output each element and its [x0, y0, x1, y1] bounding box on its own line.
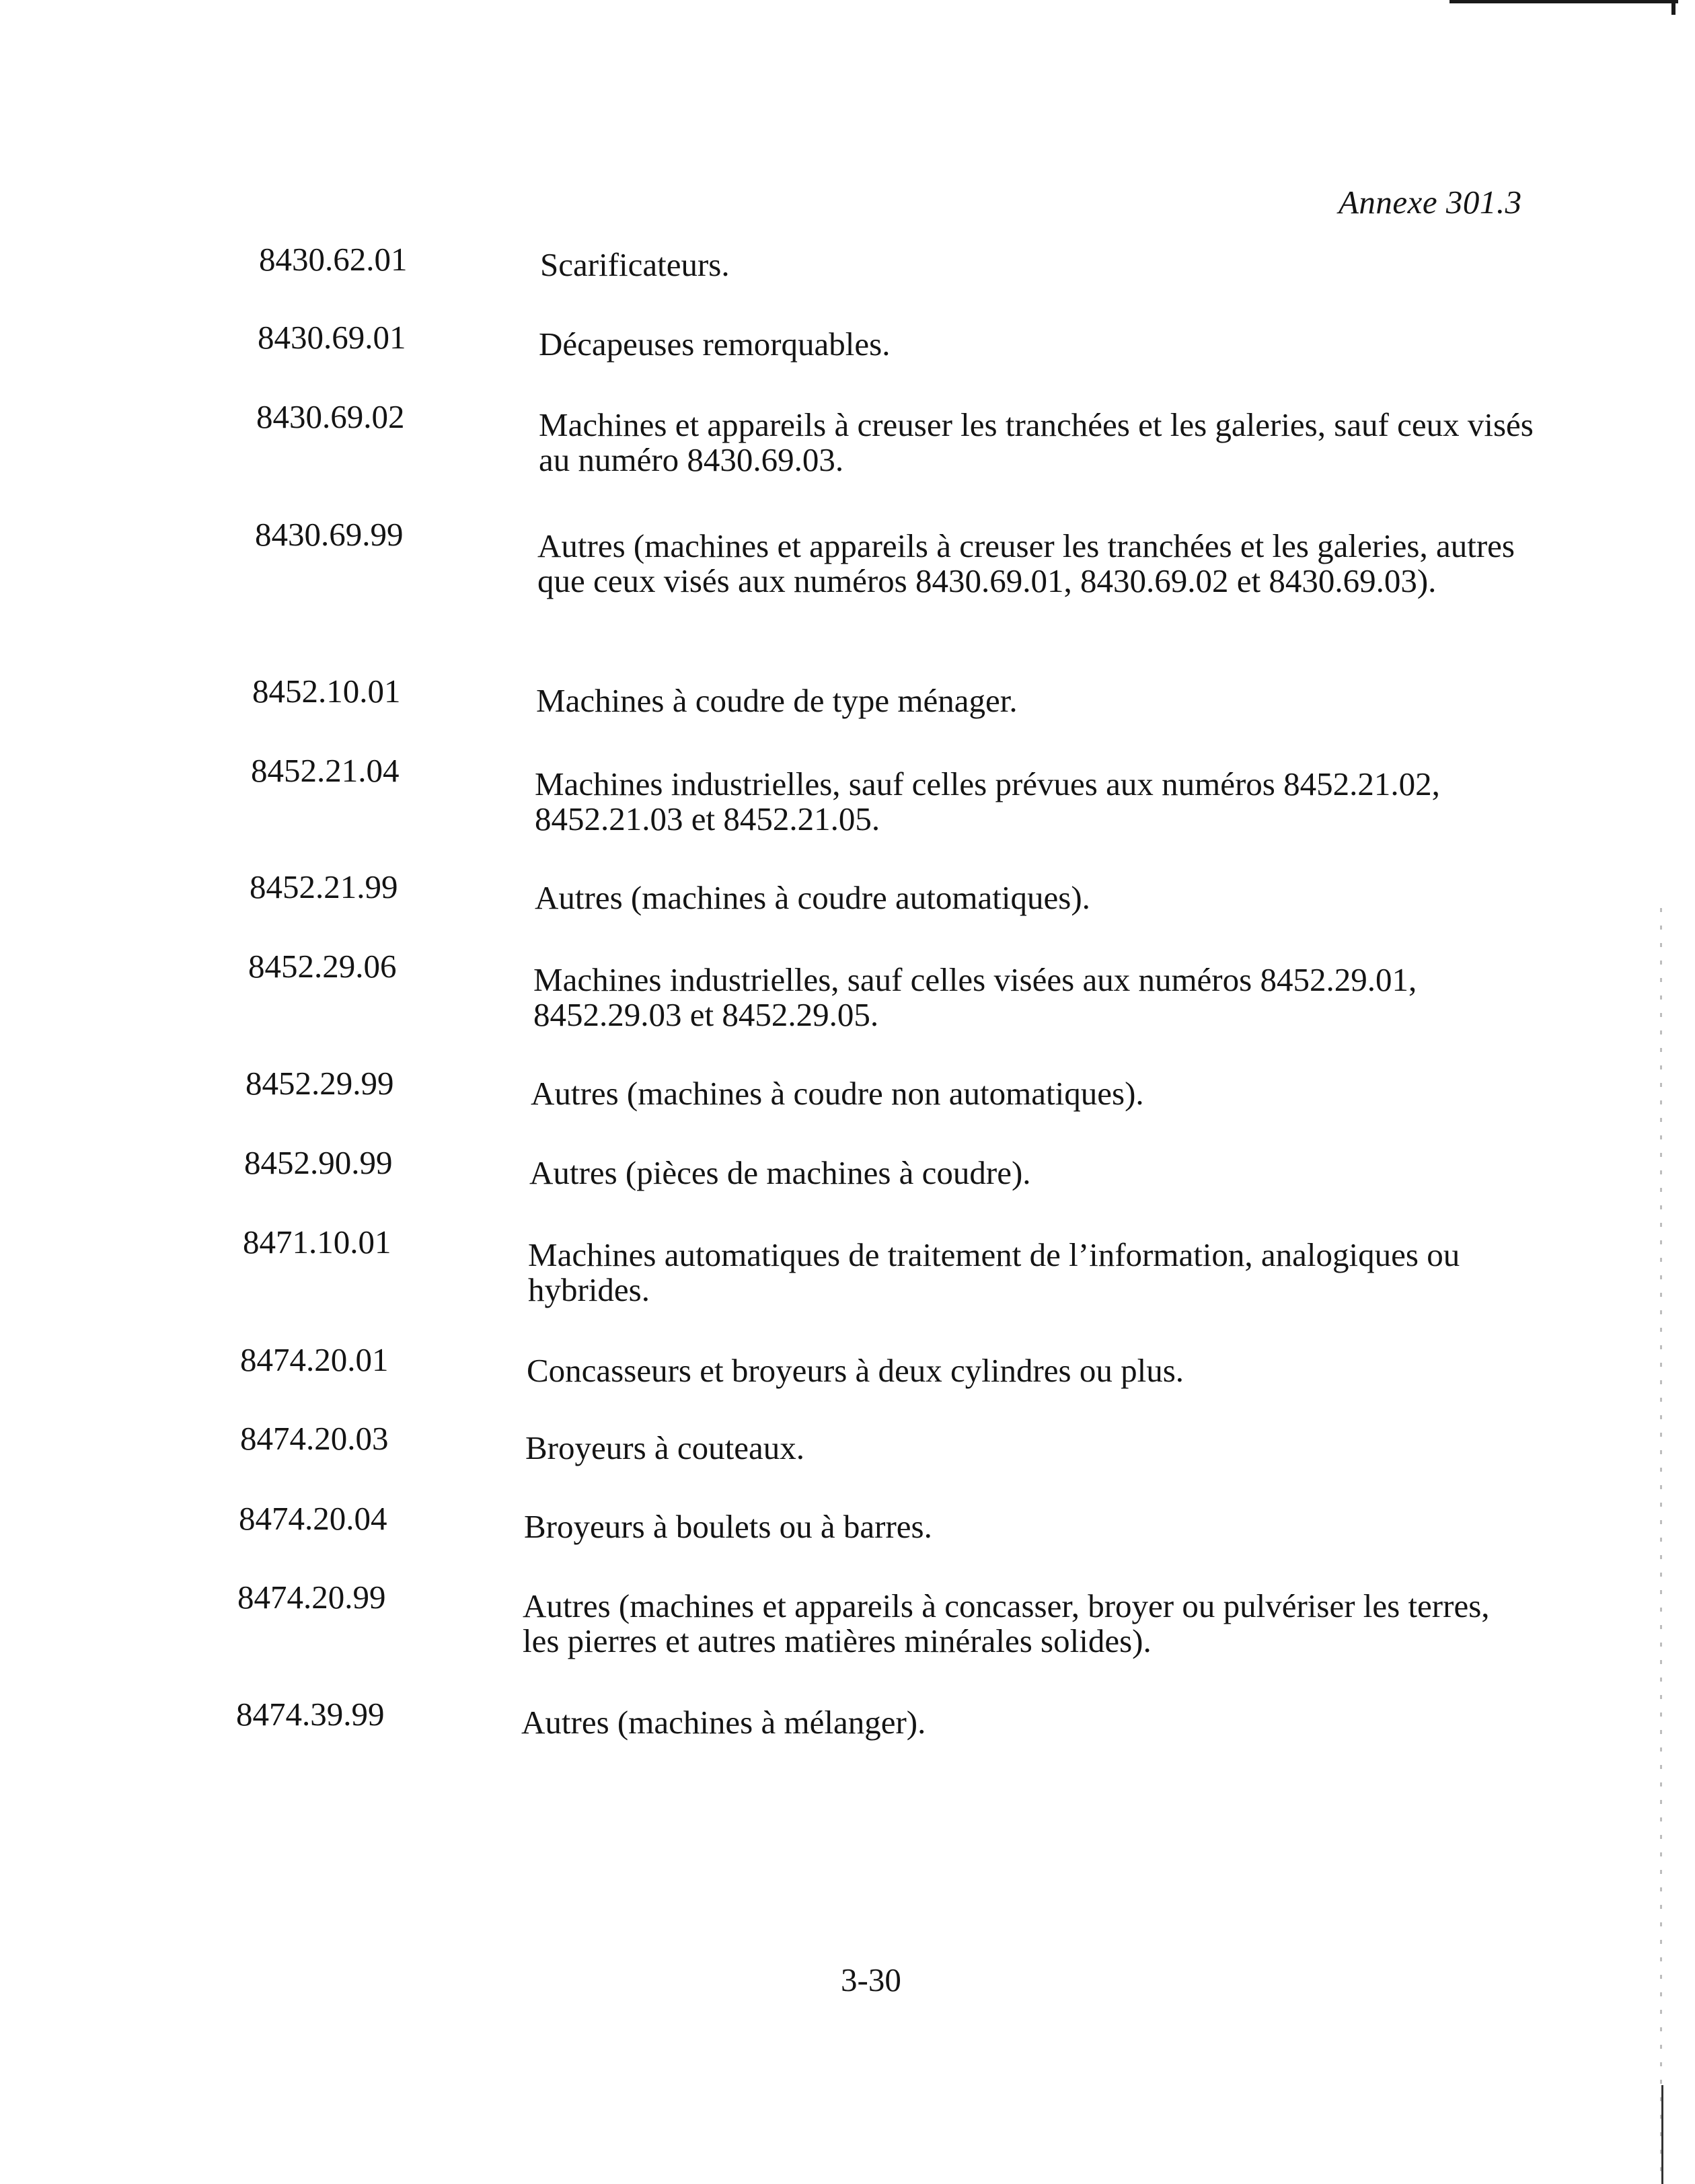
tariff-code: 8452.21.04: [251, 752, 400, 789]
tariff-description: Machines à coudre de type ménager.: [536, 682, 1018, 719]
tariff-description: Machines industrielles, sauf celles prévues aux numéros 8452.21.02, 8452.21.03 et 8452.21.05.: [535, 765, 1440, 837]
tariff-description: Autres (pièces de machines à coudre).: [529, 1154, 1031, 1191]
tariff-description: Broyeurs à boulets ou à barres.: [524, 1508, 932, 1545]
tariff-code: 8452.90.99: [244, 1144, 393, 1181]
tariff-code: 8430.62.01: [259, 241, 408, 278]
tariff-code: 8474.20.03: [240, 1420, 389, 1457]
tariff-description: Autres (machines et appareils à concasser, broyer ou pulvériser les terres, les pierres et autres matières minérales solides).: [523, 1587, 1490, 1659]
tariff-description: Autres (machines à coudre non automatiques).: [531, 1075, 1144, 1112]
tariff-code: 8474.39.99: [236, 1696, 385, 1733]
tariff-code: 8452.10.01: [252, 673, 401, 710]
tariff-description: Autres (machines et appareils à creuser les tranchées et les galeries, autres que ceux visés aux numéros 8430.69.01, 8430.69.02 et 8430.69.03).: [537, 527, 1515, 599]
annex-heading: Annexe 301.3: [1339, 184, 1522, 221]
tariff-description: Concasseurs et broyeurs à deux cylindres ou plus.: [527, 1352, 1184, 1389]
tariff-description: Machines et appareils à creuser les tranchées et les galeries, sauf ceux visés au numéro 8430.69.03.: [539, 406, 1534, 478]
tariff-code: 8452.29.06: [248, 948, 397, 985]
tariff-description: Autres (machines à mélanger).: [521, 1704, 926, 1741]
tariff-code: 8452.29.99: [246, 1065, 394, 1102]
top-edge-tick: [1671, 0, 1675, 15]
tariff-code: 8430.69.01: [258, 319, 406, 356]
page-number: 3-30: [841, 1961, 901, 1998]
tariff-code: 8474.20.99: [237, 1579, 386, 1616]
tariff-description: Broyeurs à couteaux.: [525, 1429, 804, 1466]
tariff-code: 8452.21.99: [250, 868, 398, 905]
tariff-description: Autres (machines à coudre automatiques).: [535, 879, 1090, 916]
scan-edge-line: [1661, 2085, 1663, 2184]
tariff-code: 8474.20.04: [239, 1500, 387, 1537]
tariff-description: Machines industrielles, sauf celles visées aux numéros 8452.29.01, 8452.29.03 et 8452.29.05.: [533, 961, 1417, 1033]
top-edge-rule: [1449, 0, 1678, 3]
tariff-description: Scarificateurs.: [540, 246, 730, 283]
tariff-description: Décapeuses remorquables.: [539, 326, 891, 363]
tariff-description: Machines automatiques de traitement de l’information, analogiques ou hybrides.: [528, 1236, 1460, 1308]
tariff-code: 8430.69.99: [255, 516, 404, 553]
tariff-code: 8430.69.02: [256, 398, 405, 435]
scan-edge-marks: [1660, 908, 1662, 2179]
tariff-code: 8471.10.01: [243, 1223, 391, 1260]
tariff-code: 8474.20.01: [240, 1341, 389, 1378]
